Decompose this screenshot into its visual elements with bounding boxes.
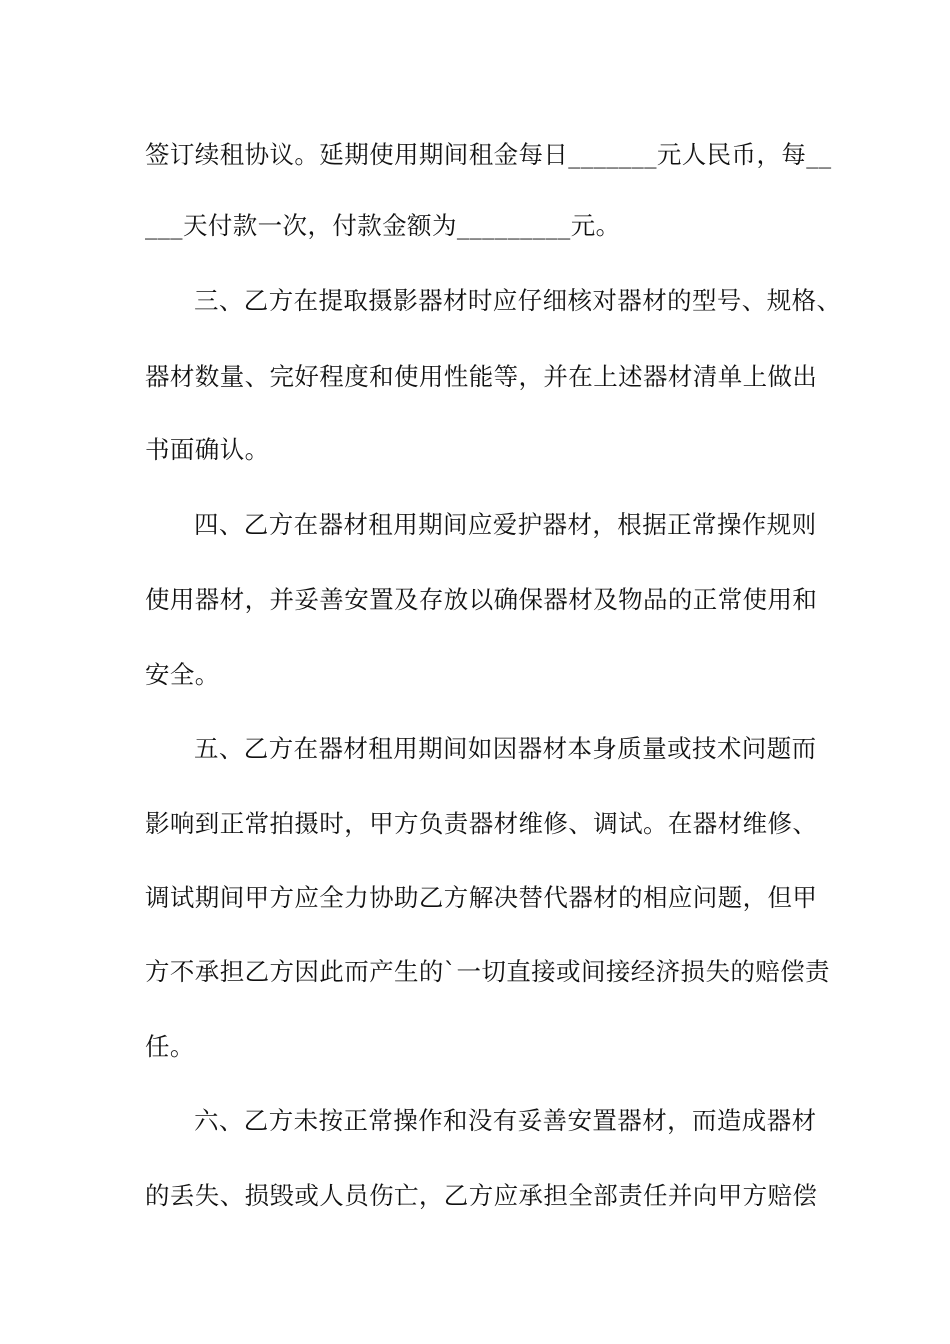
- clause-4-line-2: 使用器材，并妥善安置及存放以确保器材及物品的正常使用和: [145, 585, 818, 614]
- clause-5-line-4: 方不承担乙方因此而产生的`一切直接或间接经济损失的赔偿责: [145, 957, 830, 986]
- clause-4-line-1: 四、乙方在器材租用期间应爱护器材，根据正常操作规则: [194, 510, 817, 539]
- clause-5-line-2: 影响到正常拍摄时，甲方负责器材维修、调试。在器材维修、: [145, 809, 818, 838]
- text-line-2: ___天付款一次，付款金额为_________元。: [145, 211, 621, 240]
- clause-4-line-3: 安全。: [145, 660, 220, 689]
- clause-3-line-1: 三、乙方在提取摄影器材时应仔细核对器材的型号、规格、: [194, 286, 842, 315]
- clause-6-line-1: 六、乙方未按正常操作和没有妥善安置器材，而造成器材: [194, 1106, 817, 1135]
- text-line-1: 签订续租协议。延期使用期间租金每日_______元人民币，每__: [145, 140, 832, 169]
- clause-6-line-2: 的丢失、损毁或人员伤亡，乙方应承担全部责任并向甲方赔偿: [145, 1181, 818, 1210]
- clause-3-line-2: 器材数量、完好程度和使用性能等，并在上述器材清单上做出: [145, 362, 818, 391]
- clause-5-line-3: 调试期间甲方应全力协助乙方解决替代器材的相应问题，但甲: [145, 883, 818, 912]
- clause-5-line-1: 五、乙方在器材租用期间如因器材本身质量或技术问题而: [194, 734, 817, 763]
- clause-5-line-5: 任。: [145, 1032, 195, 1061]
- clause-3-line-3: 书面确认。: [145, 435, 270, 464]
